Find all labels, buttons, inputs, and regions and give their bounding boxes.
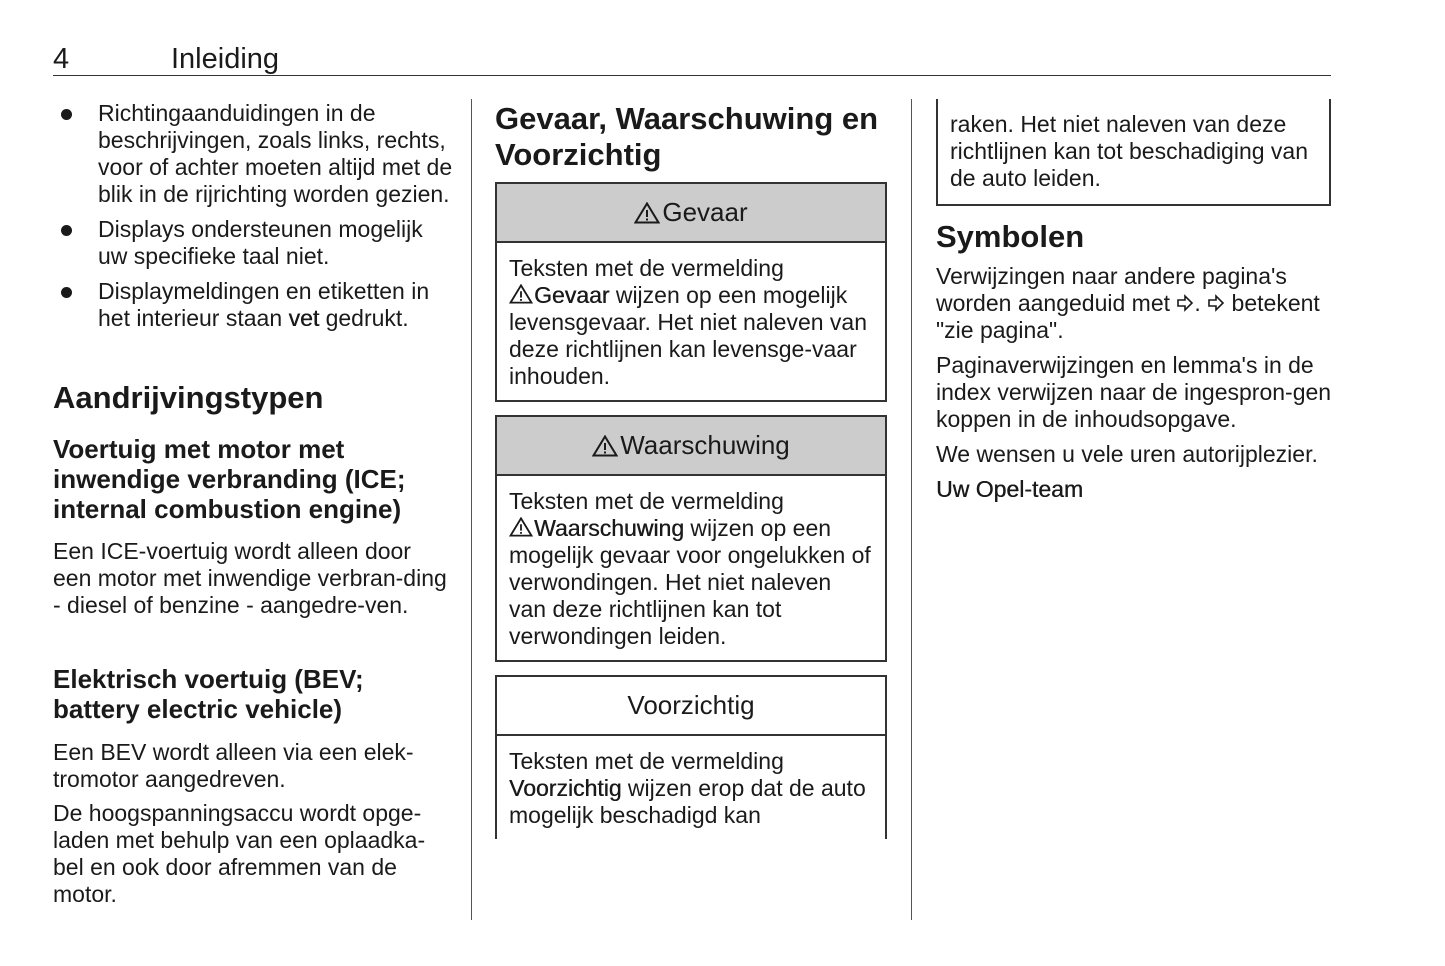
danger-box	[495, 182, 887, 402]
bullet-text: Displays ondersteunen mogelijk uw specifieke taal niet.	[98, 216, 423, 269]
bev-text-2: De hoogspanningsaccu wordt opge-laden met behulp van een oplaadka-bel en ook door afremmen van de motor.	[53, 800, 426, 907]
warning-box-title: Waarschuwing	[620, 430, 790, 460]
caution-box-body	[497, 736, 885, 839]
danger-box-body	[497, 243, 885, 400]
symbols-text: Verwijzingen naar andere pagina's worden aangeduid met	[936, 263, 1287, 316]
box-keyword: Gevaar	[534, 282, 610, 308]
section-title: Inleiding	[171, 43, 280, 75]
box-lead: Teksten met de vermelding	[509, 488, 784, 514]
caution-box-continuation-body: raken. Het niet naleven van deze richtlijnen kan tot beschadiging van de auto leiden.	[950, 111, 1309, 191]
bullet-icon	[61, 287, 72, 298]
symbols-text-mid: .	[1194, 290, 1208, 316]
caution-box	[495, 675, 887, 839]
warning-triangle-icon	[509, 284, 533, 304]
column-divider-1	[471, 99, 472, 920]
page-reference-arrow-icon	[1207, 294, 1225, 312]
warning-box-body	[497, 476, 885, 660]
warning-box	[495, 415, 887, 662]
list-item	[53, 278, 453, 332]
box-lead: Teksten met de vermelding	[509, 748, 784, 774]
caution-box-title: Voorzichtig	[627, 690, 755, 720]
box-text: wijzen erop dat de auto mogelijk beschadigd kan	[509, 775, 866, 828]
danger-box-header	[497, 184, 885, 243]
box-text: wijzen op een mogelijk gevaar voor ongelukken of verwondingen. Het niet naleven van deze richtlijnen kan tot verwondingen leiden.	[509, 515, 871, 649]
box-keyword: Voorzichtig	[509, 775, 622, 801]
signature: Uw Opel-team	[936, 476, 1083, 502]
warning-triangle-icon	[592, 435, 618, 457]
list-item	[53, 216, 453, 270]
bullet-icon	[61, 225, 72, 236]
bev-title: Elektrisch voertuig (BEV; battery electric vehicle)	[53, 664, 364, 724]
page-number: 4	[53, 43, 70, 75]
page-reference-arrow-icon	[1176, 294, 1194, 312]
bev-text-1: Een BEV wordt alleen via een elek-tromotor aangedreven.	[53, 739, 414, 792]
heading-aandrijvingstypen: Aandrijvingstypen	[53, 380, 324, 415]
bold-word: vet	[288, 305, 320, 331]
bullet-text-end: gedrukt.	[319, 305, 409, 331]
heading-symbolen: Symbolen	[936, 219, 1085, 254]
ice-title: Voertuig met motor met inwendige verbranding (ICE; internal combustion engine)	[53, 434, 406, 524]
symbols-paragraph	[936, 263, 1336, 344]
ice-text: Een ICE-voertuig wordt alleen door een motor met inwendige verbran-ding - diesel of benzine - aangedre-ven.	[53, 538, 447, 618]
wishes-paragraph: We wensen u vele uren autorijplezier.	[936, 441, 1318, 467]
box-text: wijzen op een mogelijk levensgevaar. Het niet naleven van deze richtlijnen kan levensge-vaar inhouden.	[509, 282, 868, 389]
warning-triangle-icon	[634, 202, 660, 224]
danger-box-title: Gevaar	[662, 197, 748, 227]
heading-gevaar-waarschuwing: Gevaar, Waarschuwing en Voorzichtig	[495, 101, 879, 172]
warning-triangle-icon	[509, 517, 533, 537]
box-lead: Teksten met de vermelding	[509, 255, 784, 281]
bullet-list	[53, 100, 453, 340]
box-keyword: Waarschuwing	[534, 515, 684, 541]
bullet-text: Richtingaanduidingen in de beschrijvingen, zoals links, rechts, voor of achter moeten altijd met de blik in de rijrichting worden gezien.	[98, 100, 453, 207]
index-paragraph: Paginaverwijzingen en lemma's in de index verwijzen naar de ingespron-gen koppen in de inhoudsopgave.	[936, 352, 1332, 432]
bullet-text: Displaymeldingen en etiketten in het interieur staan	[98, 278, 430, 331]
header-rule	[53, 75, 1331, 76]
warning-box-header	[497, 417, 885, 476]
column-divider-2	[911, 99, 912, 920]
caution-box-header	[497, 677, 885, 736]
bullet-icon	[61, 109, 72, 120]
symbols-text-end: betekent "zie pagina".	[936, 290, 1320, 343]
caution-box-continuation	[936, 99, 1331, 206]
list-item	[53, 100, 453, 208]
